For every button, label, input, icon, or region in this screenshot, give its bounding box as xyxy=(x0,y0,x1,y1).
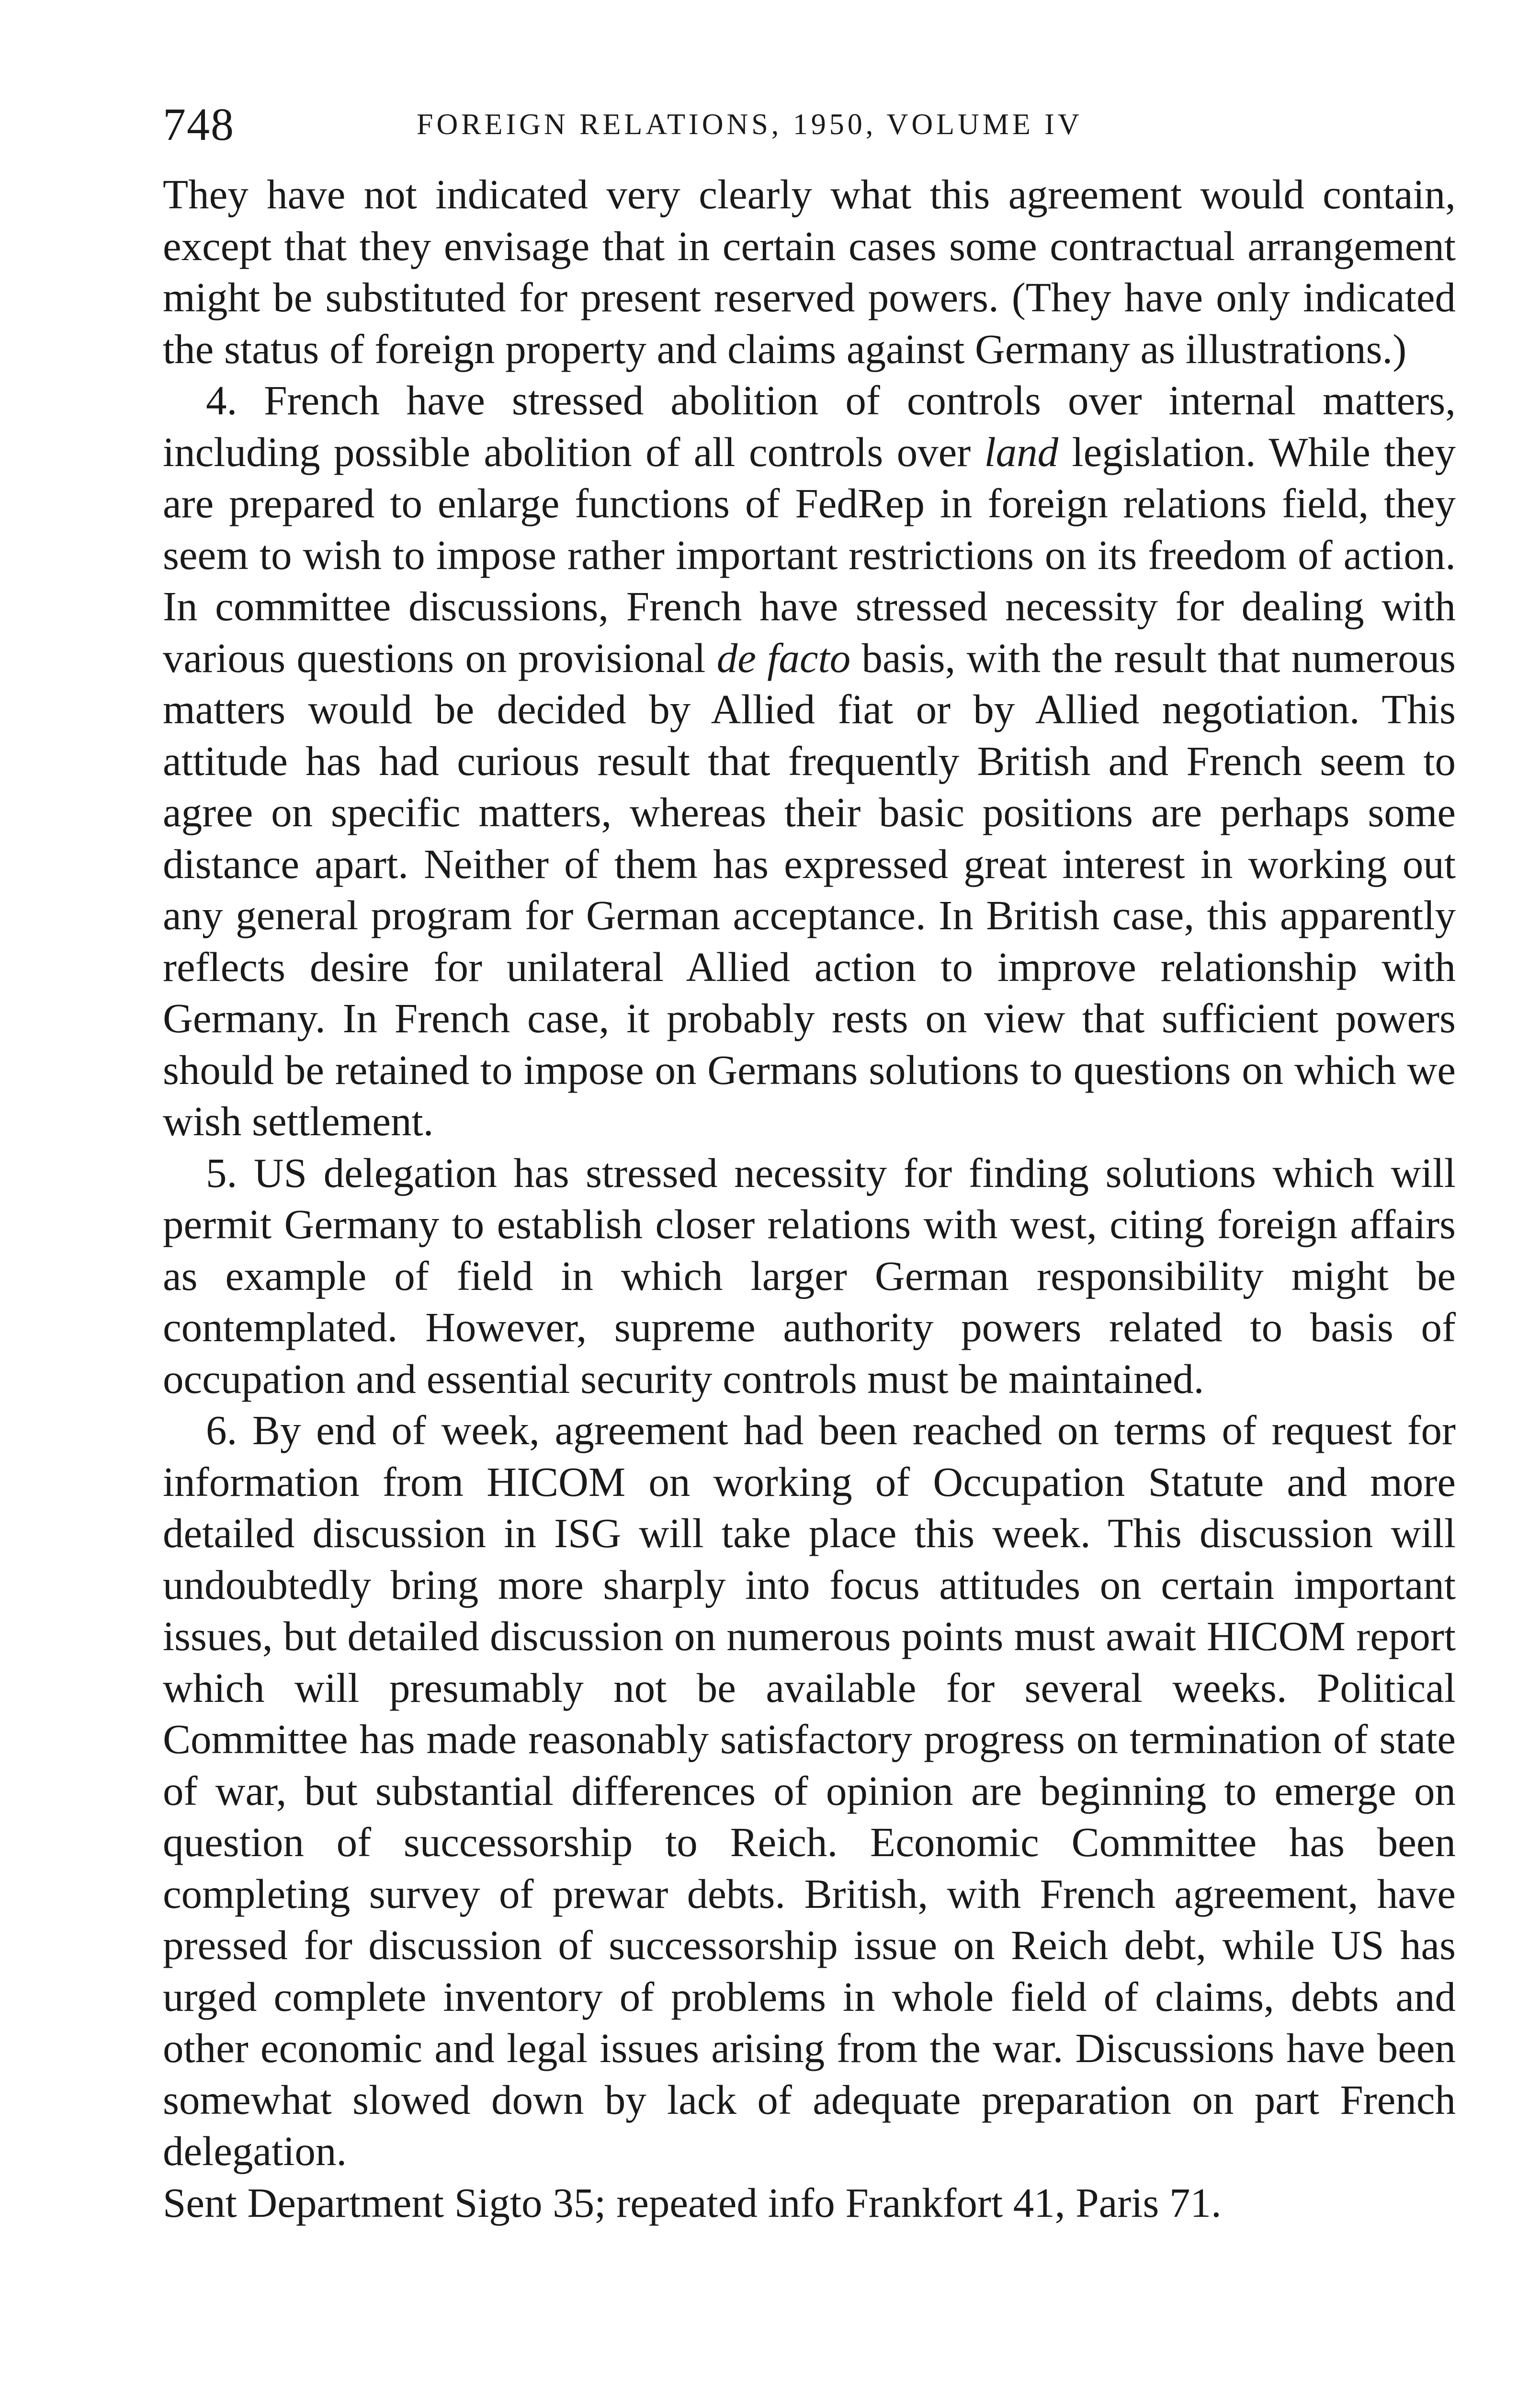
paragraph-6: 6. By end of week, agreement had been reached on terms of request for information from HICOM on working of Occupation Statute and more detailed discussion in ISG will take place this week. This discussion will undoubtedly bring more sharply into focus attitudes on certain important issues, but detailed discussion on numerous points must await HICOM report which will presumably not be available for several weeks. Political Committee has made reasonably satisfactory progress on termination of state of war, but substantial differences of opinion are beginning to emerge on question of successorship to Reich. Economic Committee has been completing survey of prewar debts. British, with French agreement, have pressed for discussion of successorship issue on Reich debt, while US has urged complete inventory of problems in whole field of claims, debts and other economic and legal issues arising from the war. Discussions have been somewhat slowed down by lack of adequate preparation on part French delegation. xyxy=(163,1407,1456,2174)
paragraph-4 xyxy=(163,375,1456,1147)
paragraph-4-part-3: basis, with the result that numerous matters would be decided by Allied fiat or by Allied negotiation. This attitude has had curious result that frequently British and French seem to agree on specific matters, whereas their basic positions are perhaps some distance apart. Neither of them has expressed great interest in working out any general program for German acceptance. In British case, this apparently reflects desire for unilateral Allied action to improve relationship with Germany. In French case, it probably rests on view that sufficient powers should be retained to impose on Germans solutions to questions on which we wish settlement. xyxy=(163,634,1456,1144)
running-head xyxy=(163,91,1456,158)
sent-line: Sent Department Sigto 35; repeated info Frankfort 41, Paris 71. xyxy=(163,2179,1222,2226)
paragraph-4-part-2: legislation. While they are prepared to enlarge functions of FedRep in foreign relations field, they seem to wish to impose rather important restrictions on its freedom of action. In committee discussions, French have stressed necessity for dealing with various questions on provisional xyxy=(163,428,1456,681)
italic-de-facto: de facto xyxy=(716,634,851,681)
body-text xyxy=(163,169,1456,2228)
paragraph-intro: They have not indicated very clearly what this agreement would contain, except that they envisage that in certain cases some contractual arrangement might be substituted for present reserved powers. (They have only indicated the status of foreign property and claims against Germany as illustrations.) xyxy=(163,171,1456,372)
document-page xyxy=(163,91,1456,2228)
running-title: FOREIGN RELATIONS, 1950, VOLUME IV xyxy=(417,108,1083,141)
paragraph-4-part-1: 4. French have stressed abolition of controls over internal matters, including possible abolition of all controls over xyxy=(163,377,1456,475)
paragraph-5: 5. US delegation has stressed necessity for finding solutions which will permit Germany to establish closer relations with west, citing foreign affairs as example of field in which larger German responsibility might be contemplated. However, supreme authority powers related to basis of occupation and essential security controls must be maintained. xyxy=(163,1149,1456,1402)
italic-land: land xyxy=(984,428,1059,475)
page-number: 748 xyxy=(163,99,235,150)
